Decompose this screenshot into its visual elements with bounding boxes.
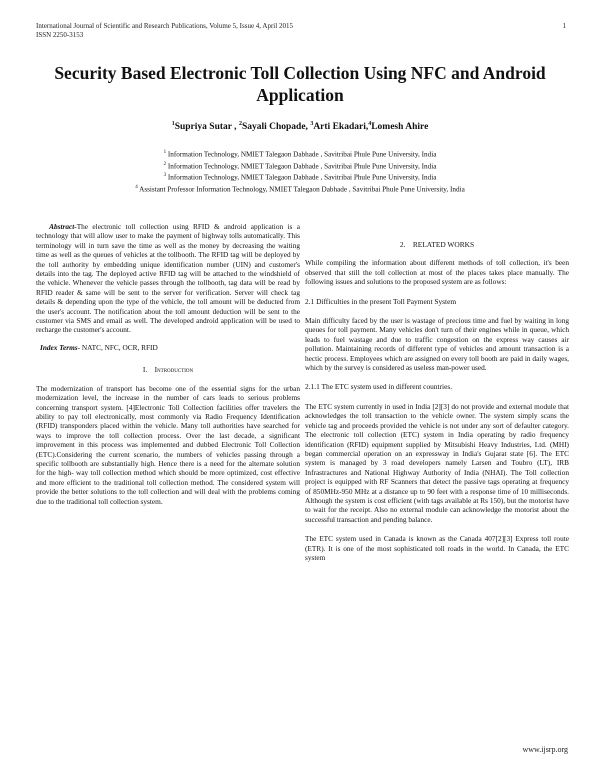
subsection-title: 2.1 Difficulties in the present Toll Payment System [305, 296, 457, 306]
section-heading [36, 365, 300, 374]
affiliation [30, 183, 570, 195]
author-sup: 4 [368, 121, 372, 127]
section-heading [305, 240, 569, 249]
affiliation-sup: 3 [163, 173, 167, 179]
affiliation-text: Information Technology, NMIET Talegaon Dabhade , Savitribai Phule Pune University, India [167, 173, 437, 182]
introduction-text: The modernization of transport has become one of the essential signs for the urban modernization level, the increase in the number of cars leads to serious problems concerning transport system. [4]Electronic Toll Collection facilities offer travelers the ability to pay toll electronically, most commonly via Radio Frequency Identification (RFID) transponders placed within the vehicle. Many toll authorities have searched for ways to improve the toll collection process. Over the last decade, a significant improvement in this process was implemented and dubbed Electronic Toll Collection (ETC).Considering the current scenario, the numbers of vehicles passing through a specific tollbooth are substantially high. Hence there is a need for the alternate solution for the high- way toll collection method which should be more optimized, cost effective and more efficient to the traditional toll collection method. The considered system will provide the better solutions to the toll collection and will deal with the problems coming due to the traditional toll collection system. [36, 383, 300, 506]
section-number: I. [142, 365, 148, 375]
index-terms [40, 343, 300, 352]
affiliation-sup: 1 [163, 150, 167, 155]
affiliation-text: Information Technology, NMIET Talegaon Dabhade , Savitribai Phule Pune University, India [167, 150, 437, 159]
author-name: Sayali Chopade, [241, 122, 308, 133]
index-terms-label: Index Terms [40, 342, 78, 352]
affiliation-text: Assistant Professor Information Technology, NMIET Talegaon Dabhade , Savitribai Phule Pune University, India [139, 185, 465, 194]
section-title: Introduction [154, 365, 194, 375]
page-number: 1 [562, 22, 566, 30]
author-name: Supriya Sutar , [174, 122, 237, 133]
subsection-text: The ETC system used in Canada is known as the Canada 407[2][3] Express toll route (ETR). It is one of the most sophisticated toll roads in the world. In Canada, the ETC system [305, 534, 569, 562]
right-column [305, 240, 569, 562]
author-sup: 1 [171, 121, 175, 127]
subsection-text: The ETC system currently in used in India [2][3] do not provide and external module that acknowledges the toll transaction to the vehicle owner. The system simply scans the vehicle tag and proceeds provided the vehicle is not under any sort of defaulter category. The electronic toll collection (ETC) system in India operating by radio frequency identification (RFID) equipment supplied by Mitsubishi Heavy Industries, Ltd. (MHI) began commercial operation on an expressway in India's Gujarat state [6]. The ETC system is managed by 3 road developers namely Larsen and Toubro (LT), IRB Infrastractures and National Highway Authority of India (NHAI). The Toll collection project is equipped with RF Scanners that detect the passive tags operating at frequency of 850MHz-950 MHz at a distance up to 90 feet with a response time of 10 milliseconds. Although the system is cost efficient (with tags available at Rs 150), but the motorist have to wait for the receipt. Also no external module can acknowledge the motorist about the successful transaction and pending balance. [305, 401, 569, 524]
running-header [36, 22, 566, 40]
affiliation [30, 160, 570, 172]
affiliation-list [30, 148, 570, 194]
author-name: Lomesh Ahire [371, 122, 429, 133]
journal-line: International Journal of Scientific and Research Publications, Volume 5, Issue 4, April 2015 [36, 22, 293, 30]
paper-title: Security Based Electronic Toll Collection Using NFC and Android Application [54, 63, 546, 105]
author-sup: 3 [310, 121, 314, 127]
left-column [36, 222, 300, 506]
affiliation-sup: 2 [163, 161, 167, 167]
section-number: 2. [399, 240, 406, 249]
subsection-title: 2.1.1 The ETC system used in different countries. [305, 382, 453, 392]
author-name: Arti Ekadari, [313, 122, 369, 133]
author-list [30, 121, 570, 132]
affiliation-sup: 4 [135, 184, 138, 190]
affiliation [30, 148, 570, 160]
footer-url: www.ijsrp.org [522, 745, 568, 754]
author-sup: 2 [238, 121, 242, 127]
abstract-text: The electronic toll collection using RFID & android application is a technology that will allow user to make the payment of highway tolls automatically. This terminology will in turn save the time as well as the money by decreasing the waiting time as well as the queues of vehicles at the tollbooth. The RFID tag will be deployed by the toll authority by embedding unique identification number (UIN) and customer's details into the tag. The deployed active RFID tag will be attached to the windshield of the vehicle. Whenever the vehicle passes through the tollbooth, tag data will be read by RFID reader & same will be sent to the server for verification. Server will check tag details & depending upon the type of the vehicle, the toll amount will be deducted from the user's account. The notification about the toll amount deduction will be sent to the customer via SMS and email as well. The developed android application will be used to recharge the customer's account. [36, 222, 300, 335]
affiliation [30, 171, 570, 183]
abstract-label: Abstract- [49, 222, 77, 231]
abstract [36, 222, 300, 335]
issn: ISSN 2250-3153 [36, 31, 84, 39]
affiliation-text: Information Technology, NMIET Talegaon Dabhade , Savitribai Phule Pune University, India [167, 161, 437, 170]
section-title: RELATED WORKS [412, 240, 475, 249]
related-works-intro: While compiling the information about different methods of toll collection, it's been observed that still the toll collection at most of the places takes place manually. The following issues and solutions to the proposed system are as follows: [305, 258, 569, 287]
index-terms-text: - NATC, NFC, OCR, RFID [77, 342, 158, 352]
subsection-text: Main difficulty faced by the user is wastage of precious time and fuel by waiting in long queues for toll payment. Many vehicles don't turn of their engines while in queue, which leads to fuel wastage and due to traffic congestion on the express way causes air pollution. Maintaining records of different type of vehicles and amount transaction is a hectic process. Employees which are assigned on every toll booth are paid in daily wages, which by the survey is considered as useless man-power used. [305, 316, 569, 373]
